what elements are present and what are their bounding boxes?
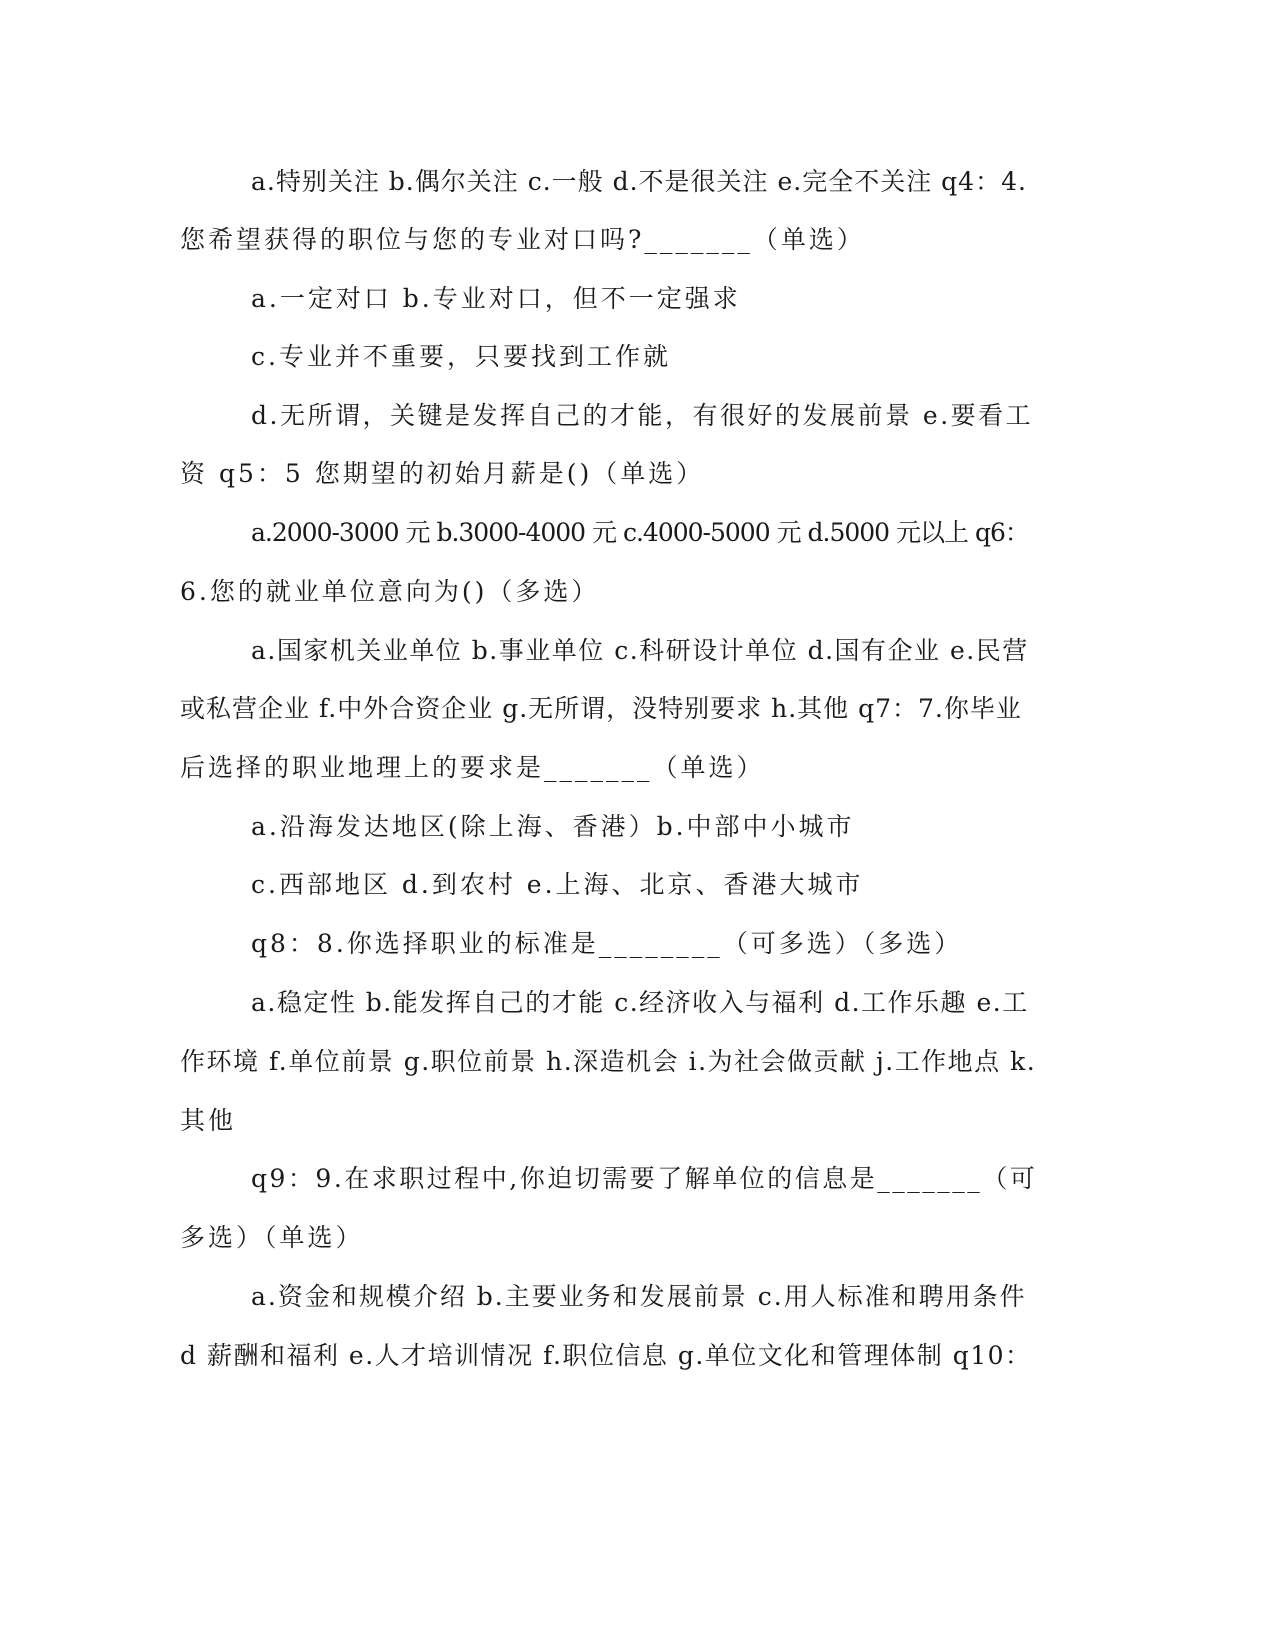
text-line-19: 多选）（单选）: [180, 1223, 364, 1252]
text-line-10: 或私营企业 f.中外合资企业 g.无所谓，没特别要求 h.其他 q7：7.你毕业: [180, 694, 1022, 723]
text-line-5: d.无所谓，关键是发挥自己的才能，有很好的发展前景 e.要看工: [251, 401, 1034, 430]
text-line-20: a.资金和规模介绍 b.主要业务和发展前景 c.用人标准和聘用条件: [251, 1282, 1027, 1311]
text-line-3: a.一定对口 b.专业对口，但不一定强求: [251, 284, 741, 313]
text-line-16: 作环境 f.单位前景 g.职位前景 h.深造机会 i.为社会做贡献 j.工作地点 k.: [180, 1047, 1037, 1076]
text-line-6: 资 q5：5 您期望的初始月薪是()（单选）: [180, 459, 705, 488]
text-line-4: c.专业并不重要，只要找到工作就: [251, 342, 671, 371]
text-line-8: 6.您的就业单位意向为()（多选）: [180, 577, 600, 606]
text-line-1: a.特别关注 b.偶尔关注 c.一般 d.不是很关注 e.完全不关注 q4：4.: [251, 167, 1027, 196]
text-line-21: d 薪酬和福利 e.人才培训情况 f.职位信息 g.单位文化和管理体制 q10：: [180, 1341, 1032, 1370]
text-line-15: a.稳定性 b.能发挥自己的才能 c.经济收入与福利 d.工作乐趣 e.工: [251, 988, 1029, 1017]
text-line-11: 后选择的职业地理上的要求是_______（单选）: [180, 753, 765, 782]
text-line-2: 您希望获得的职位与您的专业对口吗?_______（单选）: [180, 225, 865, 254]
text-line-9: a.国家机关业单位 b.事业单位 c.科研设计单位 d.国有企业 e.民营: [251, 636, 1029, 665]
text-line-7: a.2000-3000 元 b.3000-4000 元 c.4000-5000 元 d.5000 元以上 q6：: [251, 518, 1029, 547]
text-line-14: q8：8.你选择职业的标准是________（可多选）（多选）: [251, 929, 963, 958]
text-line-12: a.沿海发达地区(除上海、香港）b.中部中小城市: [251, 812, 855, 841]
text-line-13: c.西部地区 d.到农村 e.上海、北京、香港大城市: [251, 870, 864, 899]
text-line-17: 其他: [180, 1106, 237, 1135]
text-line-18: q9：9.在求职过程中,你迫切需要了解单位的信息是_______（可: [251, 1164, 1038, 1193]
